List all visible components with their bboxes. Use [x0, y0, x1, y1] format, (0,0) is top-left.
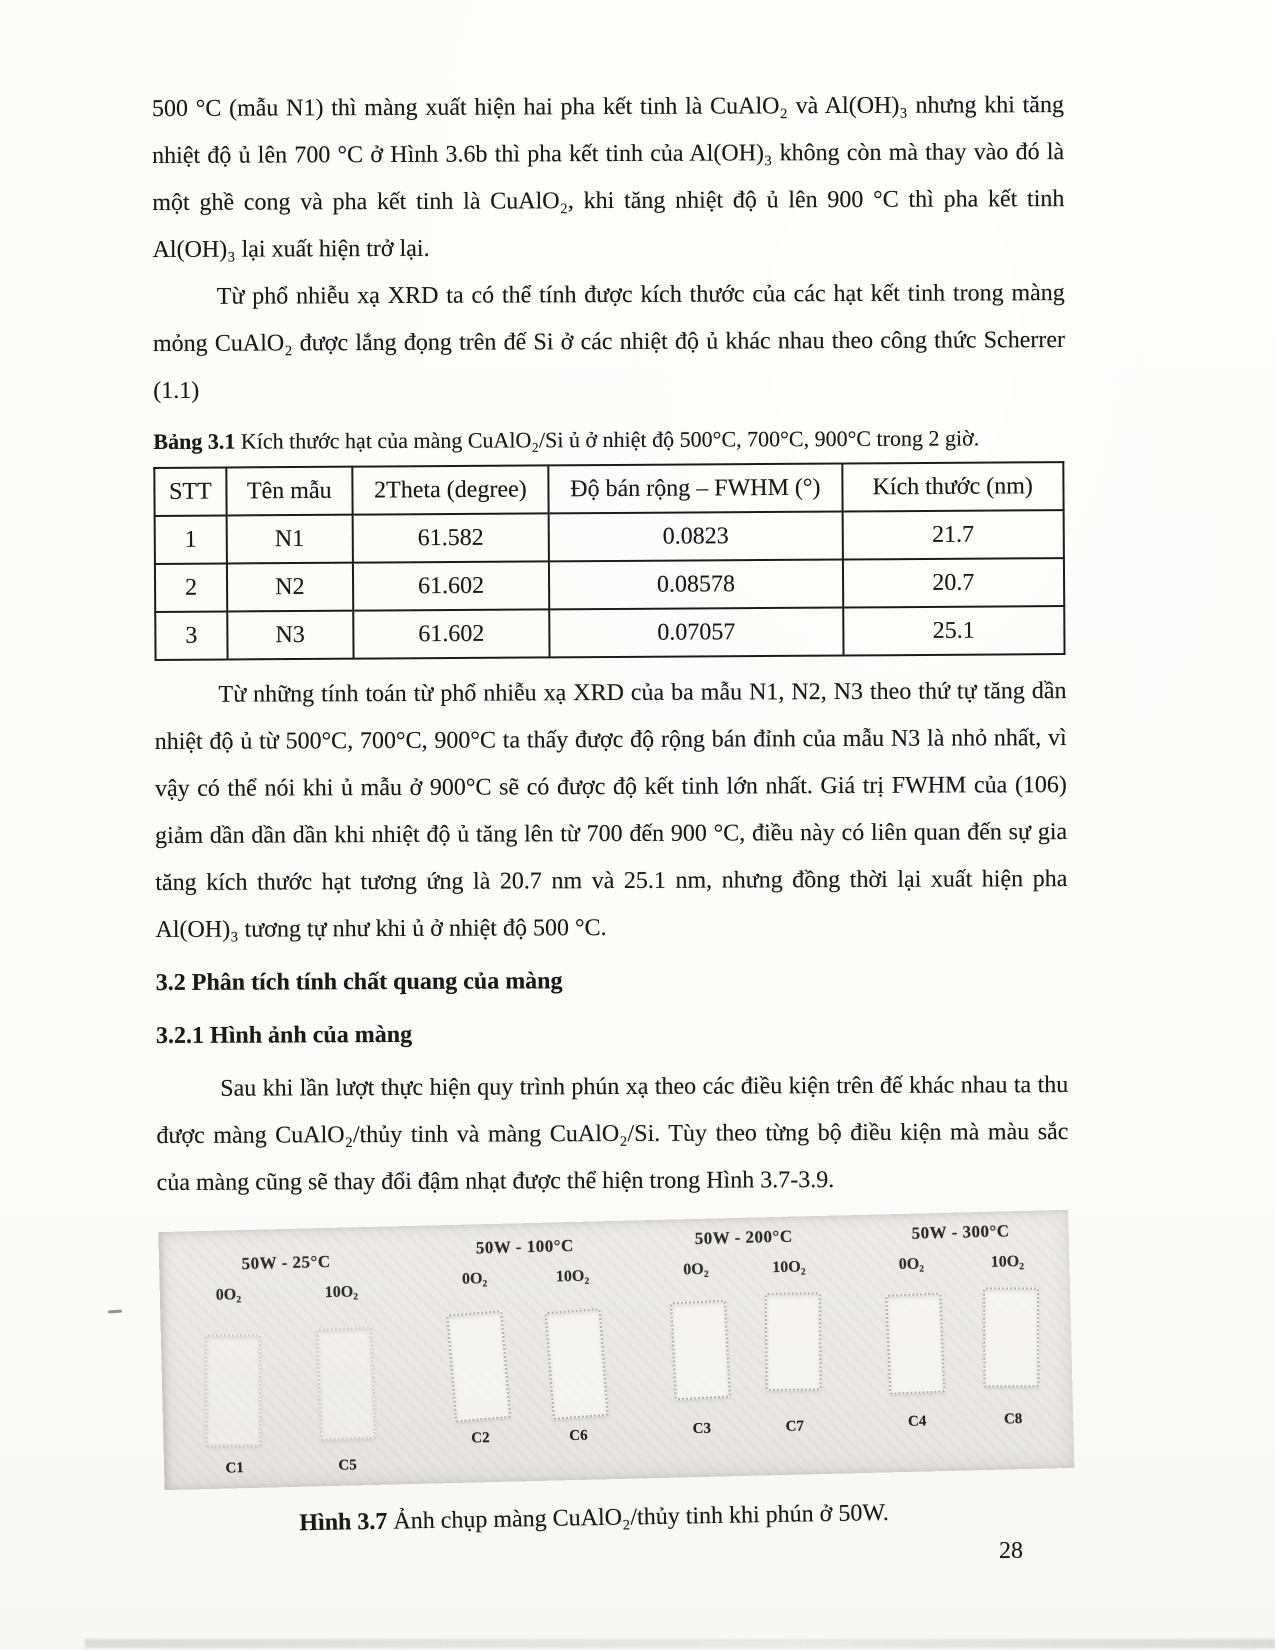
figure-caption-label: Hình 3.7: [299, 1508, 388, 1537]
grain-size-table: [153, 461, 1065, 661]
table-cell: 0.08578: [549, 559, 843, 609]
oxygen-flow-label: 0O₂: [683, 1260, 709, 1279]
table-cell: 61.602: [353, 609, 550, 658]
sample-photo-c2: [446, 1310, 511, 1422]
table-row: [155, 558, 1064, 612]
figure-group-200c: [650, 1226, 842, 1472]
table-caption: [153, 420, 1065, 460]
paragraph-annealing-phases: 500 °C (mẫu N1) thì màng xuất hiện hai pha kết tinh là CuAlO₂ và Al(OH)₃ nhưng khi tăng nhiệt độ ủ lên 700 °C ở Hình 3.6b thì pha kết tinh của Al(OH)₃ không còn mà thay vào đó là một ghề cong và pha kết tinh là CuAlO₂, khi tăng nhiệt độ ủ lên 900 °C thì pha kết tinh Al(OH)₃ lại xuất hiện trở lại.: [151, 92, 1065, 263]
paragraph-film-images: Sau khi lần lượt thực hiện quy trình phún xạ theo các điều kiện trên đế khác nhau ta thu được màng CuAlO₂/thủy tinh và màng CuAlO₂/Si. Tùy theo từng bộ điều kiện mà màu sắc của màng cũng sẽ thay đổi đậm nhạt được thể hiện trong Hình 3.7-3.9.: [156, 1072, 1069, 1196]
table-cell: N2: [227, 563, 353, 612]
section-heading-3-2-1: 3.2.1 Hình ảnh của màng: [155, 1021, 413, 1049]
column-header-2theta: 2Theta (degree): [352, 465, 549, 514]
table-cell: 0.07057: [549, 607, 843, 657]
sample-photo-c8: [983, 1287, 1039, 1387]
figure-caption: [158, 1497, 1030, 1539]
figure-group-300c: [864, 1220, 1062, 1467]
sample-label: C2: [471, 1430, 490, 1447]
condition-label: 50W - 200°C: [694, 1226, 793, 1249]
table-cell: 21.7: [842, 510, 1064, 559]
sample-label: C8: [1003, 1411, 1023, 1428]
table-caption-label: Bảng 3.1: [153, 428, 236, 454]
sample-label: C3: [692, 1420, 712, 1438]
oxygen-flow-label: 10O₂: [555, 1267, 590, 1286]
figure-caption-text: Ảnh chụp màng CuAlO₂/thủy tinh khi phún ở 50W.: [387, 1499, 890, 1535]
paragraph-fwhm-discussion: Từ những tính toán từ phổ nhiễu xạ XRD của ba mẫu N1, N2, N3 theo thứ tự tăng dần nhiệt độ ủ từ 500°C, 700°C, 900°C ta thấy được độ rộng bán đỉnh của mẫu N3 là nhỏ nhất, vì vậy có thể nói khi ủ mẫu ở 900°C sẽ có được độ kết tinh lớn nhất. Giá trị FWHM của (106) giảm dần dần dần khi nhiệt độ ủ tăng lên từ 700 đến 900 °C, điều này có liên quan đến sự gia tăng kích thước hạt tương ứng là 20.7 nm và 25.1 nm, nhưng đồng thời lại xuất hiện pha Al(OH)₃ tương tự như khi ủ ở nhiệt độ 500 °C.: [154, 678, 1068, 943]
column-header-size: Kích thước (nm): [842, 462, 1064, 511]
sample-photo-c7: [764, 1292, 821, 1391]
sample-label: C1: [225, 1460, 245, 1477]
sample-photo-c4: [885, 1293, 945, 1395]
table-cell: 61.582: [352, 513, 549, 562]
sample-photo-c5: [315, 1326, 376, 1440]
table-row: [155, 606, 1064, 660]
condition-label: 50W - 300°C: [911, 1221, 1010, 1243]
table-cell: 61.602: [353, 561, 550, 610]
condition-label: 50W - 100°C: [475, 1235, 575, 1258]
table-cell: 20.7: [842, 558, 1064, 607]
sample-photo-c3: [669, 1300, 730, 1401]
table-cell: 2: [155, 563, 227, 611]
oxygen-flow-label: 10O₂: [324, 1283, 359, 1302]
oxygen-flow-label: 10O₂: [990, 1252, 1025, 1271]
figure-group-25c: [173, 1236, 405, 1483]
page-content: [151, 82, 1070, 1537]
oxygen-flow-label: 0O₂: [898, 1255, 925, 1274]
sample-photo-c6: [545, 1308, 609, 1420]
paragraph-xrd-scherrer: Từ phổ nhiễu xạ XRD ta có thể tính được kích thước của các hạt kết tinh trong màng mỏng CuAlO₂ được lắng đọng trên đế Si ở các nhiệt độ ủ khác nhau theo công thức Scherrer (1.1): [152, 280, 1066, 404]
table-cell: 3: [155, 611, 227, 659]
table-cell: N1: [227, 515, 353, 564]
table-cell: 25.1: [843, 606, 1065, 655]
section-heading-3-2: 3.2 Phân tích tính chất quang của màng: [155, 968, 563, 996]
oxygen-flow-label: 0O₂: [215, 1286, 242, 1304]
figure-3-7-photo: [158, 1210, 1074, 1490]
column-header-stt: STT: [154, 467, 226, 515]
page-number: 28: [999, 1538, 1023, 1564]
sample-label: C5: [338, 1457, 357, 1474]
condition-label: 50W - 25°C: [241, 1251, 331, 1274]
table-cell: N3: [227, 611, 353, 660]
oxygen-flow-label: 0O₂: [461, 1270, 488, 1288]
scan-artifact: [85, 1639, 1275, 1648]
sample-photo-c1: [205, 1334, 261, 1446]
table-header-row: [154, 462, 1063, 516]
column-header-sample: Tên mẫu: [226, 467, 352, 516]
scan-artifact: [108, 1310, 122, 1314]
sample-label: C7: [785, 1418, 805, 1435]
table-caption-text: Kích thước hạt của màng CuAlO₂/Si ủ ở nhiệt độ 500°C, 700°C, 900°C trong 2 giờ.: [235, 425, 980, 454]
sample-label: C4: [907, 1413, 927, 1430]
sample-label: C6: [569, 1427, 588, 1445]
oxygen-flow-label: 10O₂: [772, 1258, 806, 1277]
table-row: [155, 510, 1064, 564]
column-header-fwhm: Độ bán rộng – FWHM (°): [549, 464, 843, 514]
figure-group-100c: [427, 1231, 629, 1478]
table-cell: 1: [155, 515, 227, 563]
table-cell: 0.0823: [549, 512, 843, 562]
